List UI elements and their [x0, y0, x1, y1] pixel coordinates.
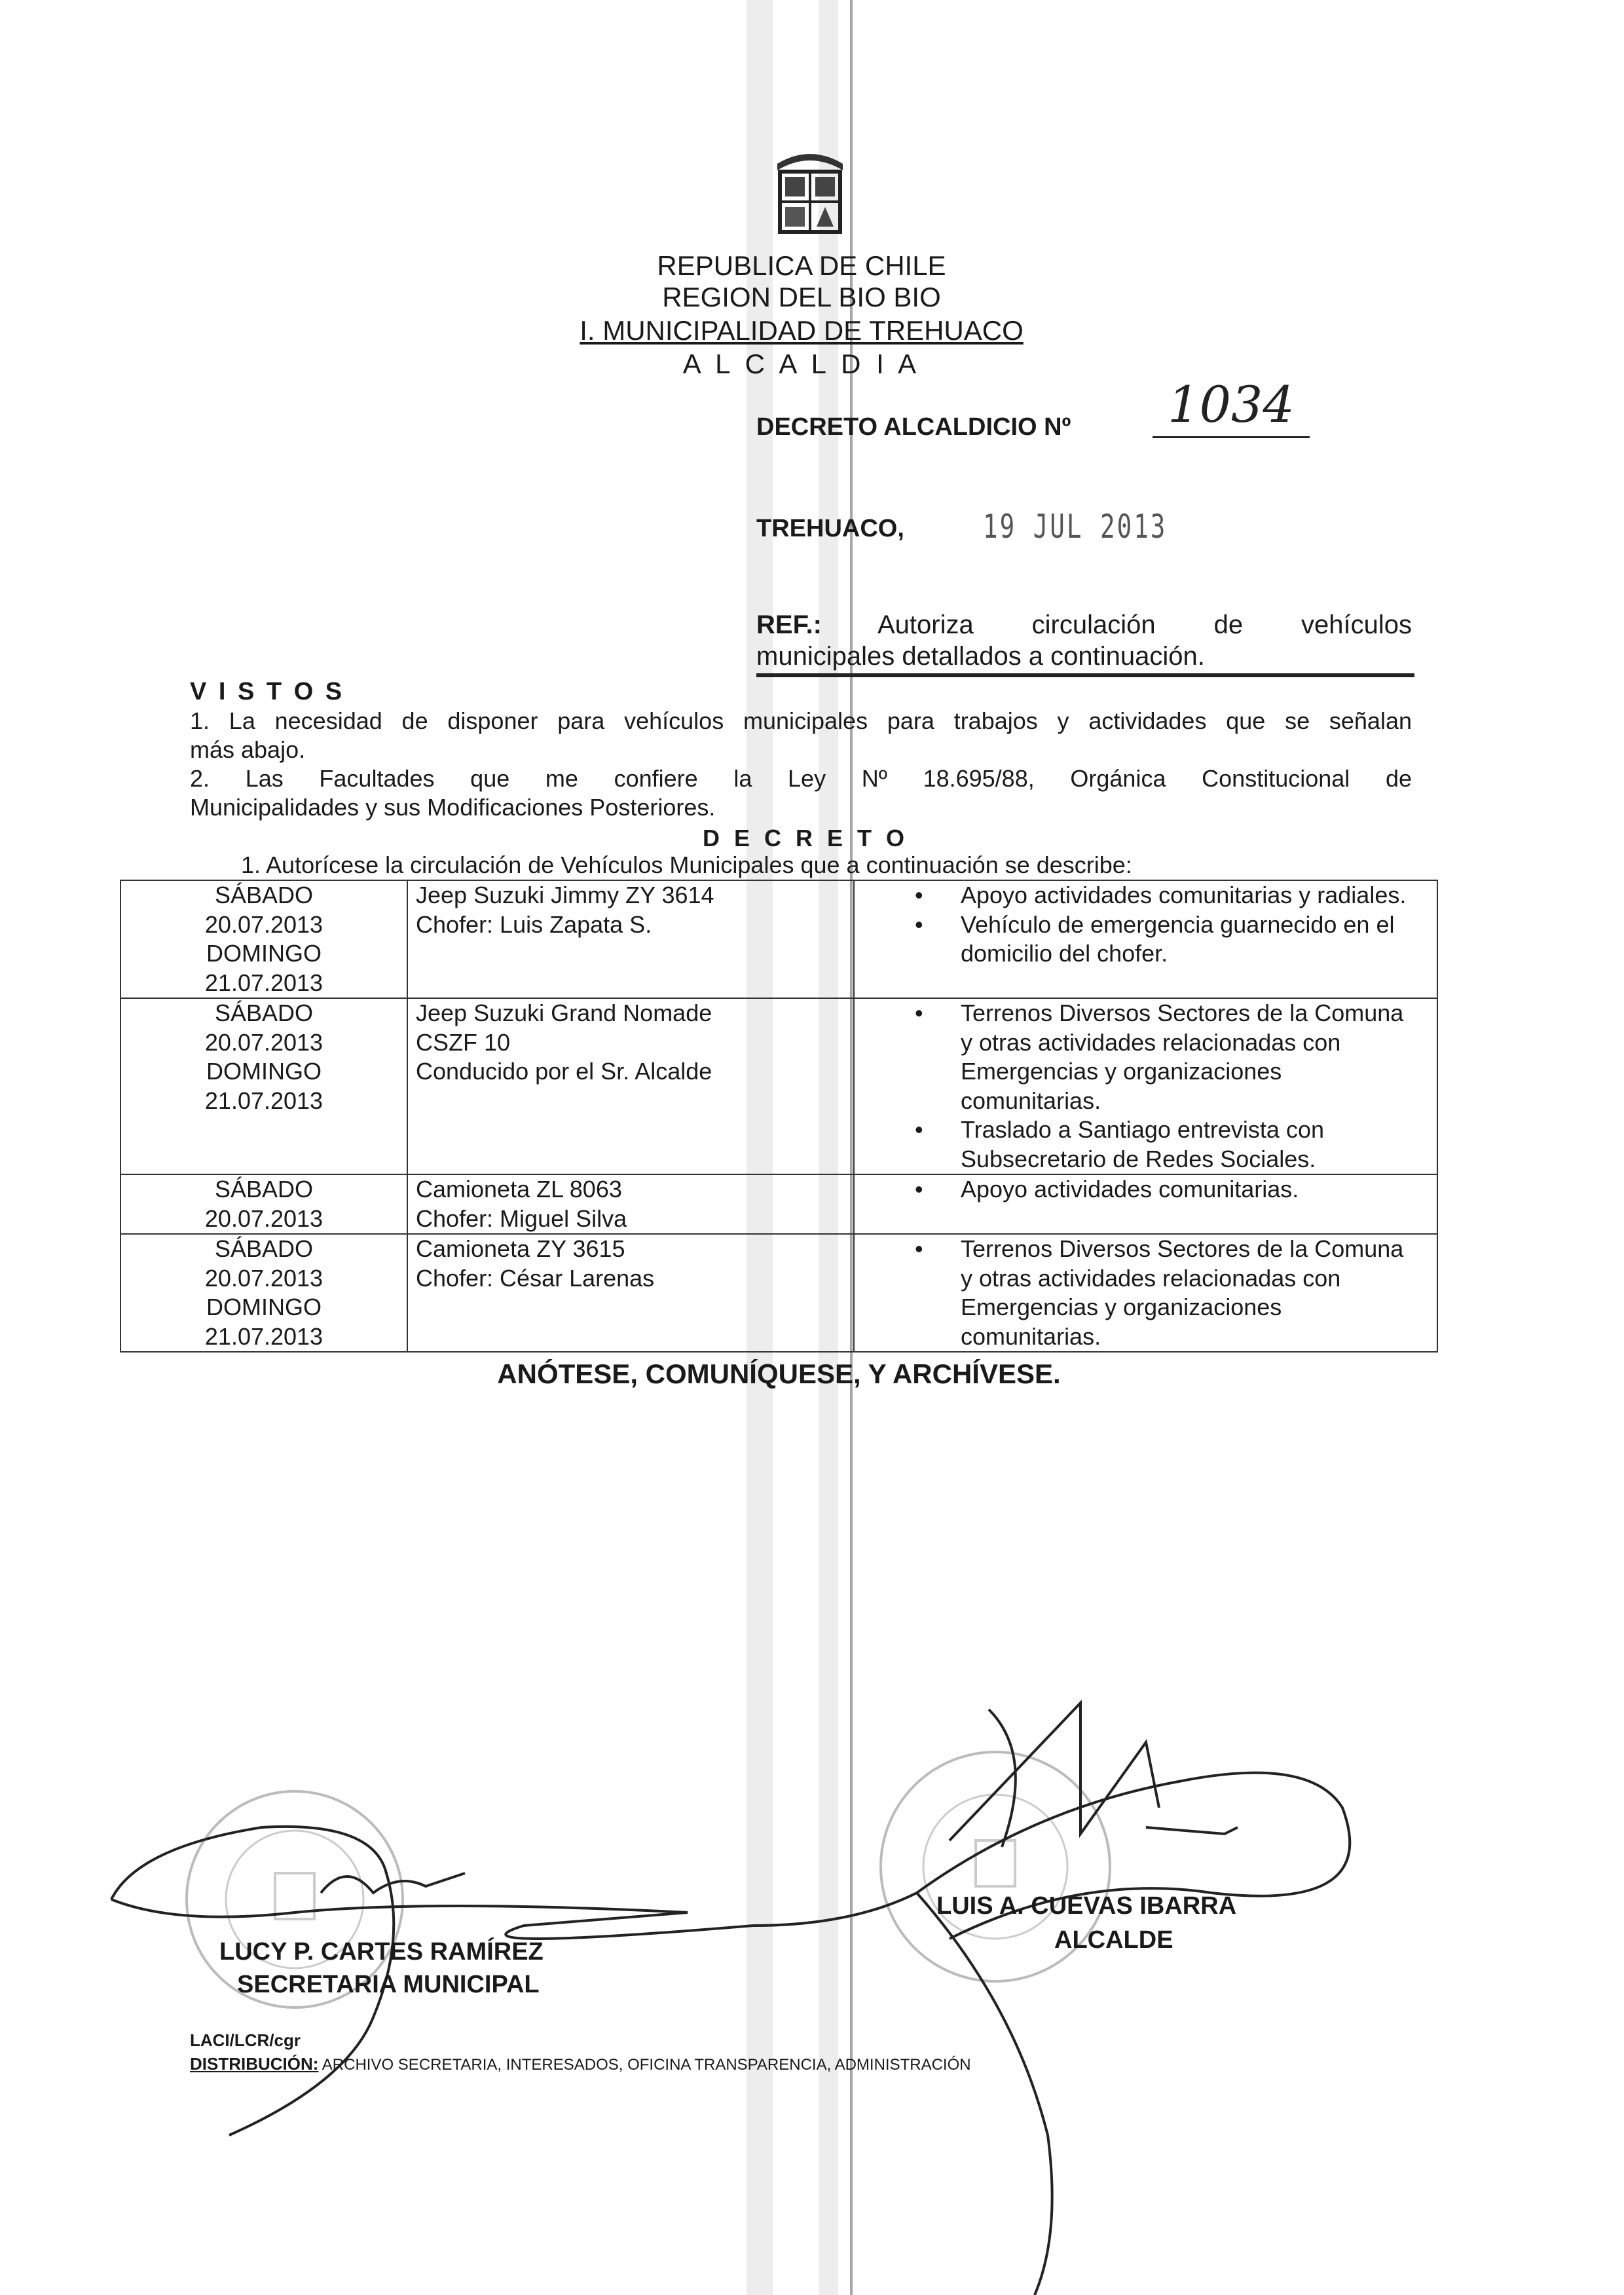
- vehicle-line: Jeep Suzuki Grand Nomade: [416, 999, 712, 1026]
- table-and-closing: [120, 880, 1438, 1390]
- vistos-item-1-cont: más abajo.: [190, 736, 306, 763]
- activities-list: [862, 881, 1419, 969]
- date-stamp: 19 JUL 2013: [983, 508, 1168, 546]
- dates-cell: [120, 1234, 407, 1352]
- date-line: 20.07.2013: [204, 910, 323, 938]
- secretary-name: LUCY P. CARTES RAMÍREZ: [219, 1938, 544, 1966]
- ref-label: REF.:: [756, 610, 822, 639]
- mayor-name: LUIS A. CUEVAS IBARRA: [936, 1892, 1237, 1920]
- vistos-item-2-cont: Municipalidades y sus Modificaciones Posteriores.: [190, 794, 716, 821]
- header-region: REGION DEL BIO BIO: [662, 282, 941, 312]
- activity-item: • Traslado a Santiago entrevista con Subsecretario de Redes Sociales.: [961, 1115, 1419, 1174]
- activities-list: [862, 1235, 1419, 1351]
- date-line: 21.07.2013: [204, 1087, 323, 1114]
- vehicle-line: Chofer: César Larenas: [416, 1264, 655, 1292]
- date-line: DOMINGO: [206, 940, 322, 967]
- header-country: REPUBLICA DE CHILE: [657, 250, 946, 281]
- reference-initials: LACI/LCR/cgr: [190, 2030, 301, 2050]
- table-row: [120, 1174, 1437, 1234]
- activity-item: • Terrenos Diversos Sectores de la Comuna y otras actividades relacionadas con Emergencias y organizaciones comunitarias.: [961, 1235, 1419, 1351]
- activity-item: • Terrenos Diversos Sectores de la Comuna y otras actividades relacionadas con Emergencias y organizaciones comunitarias.: [961, 999, 1419, 1115]
- vehicle-cell: [407, 1234, 854, 1352]
- closing-formula: ANÓTESE, COMUNÍQUESE, Y ARCHÍVESE.: [497, 1358, 1061, 1389]
- decreto-heading: D E C R E T O: [702, 825, 909, 851]
- vehicle-cell: [407, 998, 854, 1174]
- distribution-label: DISTRIBUCIÓN:: [190, 2054, 319, 2074]
- vehicle-line: Conducido por el Sr. Alcalde: [416, 1058, 712, 1085]
- vehicle-line: Chofer: Miguel Silva: [416, 1204, 627, 1232]
- vistos-item-2: 2. Las Facultades que me confiere la Ley Nº 18.695/88, Orgánica Constitucional de: [190, 765, 1412, 792]
- activity-item: • Vehículo de emergencia guarnecido en el domicilio del chofer.: [961, 910, 1419, 969]
- decree-label: DECRETO ALCALDICIO Nº: [756, 413, 1071, 441]
- dates-cell: [120, 880, 407, 998]
- vehicle-line: CSZF 10: [416, 1028, 511, 1056]
- date-line: 21.07.2013: [204, 969, 323, 996]
- activities-cell: [854, 1174, 1437, 1234]
- vehicle-cell: [407, 1174, 854, 1234]
- activity-item: • Apoyo actividades comunitarias.: [961, 1175, 1419, 1204]
- date-line: SÁBADO: [214, 1176, 314, 1203]
- ref-divider: [756, 673, 1414, 677]
- activities-cell: [854, 998, 1437, 1174]
- dates-cell: [120, 998, 407, 1174]
- distribution-list: ARCHIVO SECRETARIA, INTERESADOS, OFICINA TRANSPARENCIA, ADMINISTRACIÓN: [318, 2056, 971, 2074]
- place-label: TREHUACO,: [756, 515, 904, 542]
- coat-of-arms-logo: [771, 151, 849, 234]
- date-line: SÁBADO: [214, 999, 314, 1026]
- date-line: SÁBADO: [214, 1235, 314, 1262]
- activity-item: • Apoyo actividades comunitarias y radiales.: [961, 881, 1419, 910]
- table-row: [120, 998, 1437, 1174]
- vehicle-line: Jeep Suzuki Jimmy ZY 3614: [416, 882, 714, 908]
- dates-cell: [120, 1174, 407, 1234]
- vehicle-line: Camioneta ZL 8063: [416, 1176, 622, 1203]
- vistos-heading: V I S T O S: [190, 678, 345, 705]
- activities-cell: [854, 1234, 1437, 1352]
- date-line: 20.07.2013: [204, 1204, 323, 1232]
- vistos-section: [190, 707, 1412, 822]
- date-line: SÁBADO: [214, 882, 314, 908]
- date-line: 20.07.2013: [204, 1028, 323, 1056]
- date-line: DOMINGO: [206, 1294, 322, 1320]
- activities-list: [862, 1175, 1419, 1204]
- ref-line2: municipales detallados a continuación.: [756, 642, 1205, 671]
- vistos-item-1: 1. La necesidad de disponer para vehículos municipales para trabajos y actividades que se señalan: [190, 707, 1412, 734]
- date-line: 20.07.2013: [204, 1264, 323, 1292]
- vehicle-line: Chofer: Luis Zapata S.: [416, 910, 652, 938]
- vehicles-table: [120, 880, 1438, 1353]
- vehicle-line: Camioneta ZY 3615: [416, 1235, 625, 1262]
- activities-list: [862, 999, 1419, 1174]
- decreto-item-1: 1. Autorícese la circulación de Vehículos Municipales que a continuación se describe:: [241, 851, 1132, 878]
- date-line: DOMINGO: [206, 1058, 322, 1085]
- ref-line1: Autoriza circulación de vehículos: [877, 610, 1412, 639]
- mayor-title: ALCALDE: [1054, 1926, 1173, 1954]
- activities-cell: [854, 880, 1437, 998]
- vehicle-cell: [407, 880, 854, 998]
- header-office: A L C A L D I A: [682, 348, 921, 379]
- decree-number-handwritten: 1034: [1153, 373, 1310, 438]
- date-line: 21.07.2013: [204, 1322, 323, 1350]
- table-row: [120, 880, 1437, 998]
- table-row: [120, 1234, 1437, 1352]
- secretary-title: SECRETARIA MUNICIPAL: [237, 1971, 540, 1998]
- header-municipality: I. MUNICIPALIDAD DE TREHUACO: [580, 315, 1024, 346]
